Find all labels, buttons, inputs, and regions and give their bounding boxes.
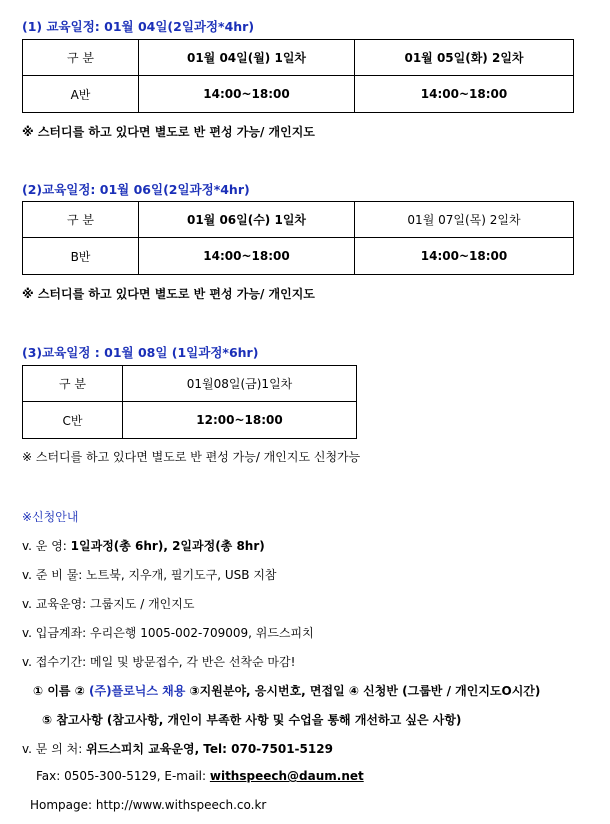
- table-cell: 14:00~18:00: [355, 238, 574, 275]
- table-cell: 14:00~18:00: [139, 238, 355, 275]
- info-homepage: Hompage: http://www.withspeech.co.kr: [30, 798, 267, 812]
- contact-value: 위드스피치 교육운영, Tel: 070-7501-5129: [86, 742, 333, 756]
- table-cell: C반: [23, 402, 123, 439]
- table-header-row: [23, 202, 574, 238]
- info-account: v. 입금계좌: 우리은행 1005-002-709009, 위드스피치: [22, 626, 314, 640]
- table-header-cell: 01월 07일(목) 2일차: [355, 202, 574, 238]
- info-method: v. 교육운영: 그룹지도 / 개인지도: [22, 597, 195, 611]
- section1-note: ※ 스터디를 하고 있다면 별도로 반 편성 가능/ 개인지도: [22, 125, 315, 139]
- section1-heading: (1) 교육일정: 01월 04일(2일과정*4hr): [22, 19, 255, 34]
- table-header-cell: 01월08일(금)1일차: [123, 366, 357, 402]
- items-part-a: ① 이름 ②: [33, 684, 90, 698]
- table-cell: A반: [23, 76, 139, 113]
- contact-label: v. 문 의 처:: [22, 742, 87, 756]
- table-row: [23, 402, 357, 439]
- table-cell: 14:00~18:00: [355, 76, 574, 113]
- operation-label: v. 운 영:: [22, 539, 71, 553]
- operation-value: 1일과정(총 6hr), 2일과정(총 8hr): [70, 539, 265, 553]
- info-period: v. 접수기간: 메일 및 방문접수, 각 반은 선착순 마감!: [22, 655, 296, 669]
- table-cell: 12:00~18:00: [123, 402, 357, 439]
- table-header-cell: 01월 05일(화) 2일차: [355, 40, 574, 76]
- schedule-table-1: [22, 39, 574, 113]
- schedule-table-2: [22, 201, 574, 275]
- fax-label: Fax: 0505-300-5129, E-mail:: [36, 769, 210, 783]
- info-operation: [22, 537, 265, 554]
- table-header-row: [23, 366, 357, 402]
- info-materials: v. 준 비 물: 노트북, 지우개, 필기도구, USB 지참: [22, 568, 277, 582]
- table-header-cell: 구 분: [23, 202, 139, 238]
- table-row: [23, 238, 574, 275]
- table-header-row: [23, 40, 574, 76]
- company-name: (주)플로닉스 채용: [89, 684, 186, 698]
- table-row: [23, 76, 574, 113]
- table-header-cell: 01월 06일(수) 1일차: [139, 202, 355, 238]
- info-items: [33, 682, 540, 699]
- table-header-cell: 구 분: [23, 366, 123, 402]
- remark-text: ⑤ 참고사항 (참고사항, 개인이 부족한 사항 및 수업을 통해 개선하고 싶은 사항): [42, 713, 462, 727]
- info-fax: [36, 769, 364, 783]
- table-cell: B반: [23, 238, 139, 275]
- table-header-cell: 01월 04일(월) 1일차: [139, 40, 355, 76]
- section3-heading: (3)교육일정 : 01월 08일 (1일과정*6hr): [22, 345, 259, 360]
- section2-heading: (2)교육일정: 01월 06일(2일과정*4hr): [22, 182, 250, 197]
- table-header-cell: 구 분: [23, 40, 139, 76]
- info-title: ※신청안내: [22, 510, 79, 524]
- info-contact: [22, 740, 333, 757]
- table-cell: 14:00~18:00: [139, 76, 355, 113]
- section3-note: ※ 스터디를 하고 있다면 별도로 반 편성 가능/ 개인지도 신청가능: [22, 450, 361, 464]
- items-part-c: ③지원분야, 응시번호, 면접일 ④ 신청반 (그룹반 / 개인지도O시간): [185, 684, 541, 698]
- info-remark: [42, 711, 461, 728]
- schedule-table-3: [22, 365, 357, 439]
- section2-note: ※ 스터디를 하고 있다면 별도로 반 편성 가능/ 개인지도: [22, 287, 315, 301]
- email-link[interactable]: withspeech@daum.net: [209, 769, 364, 783]
